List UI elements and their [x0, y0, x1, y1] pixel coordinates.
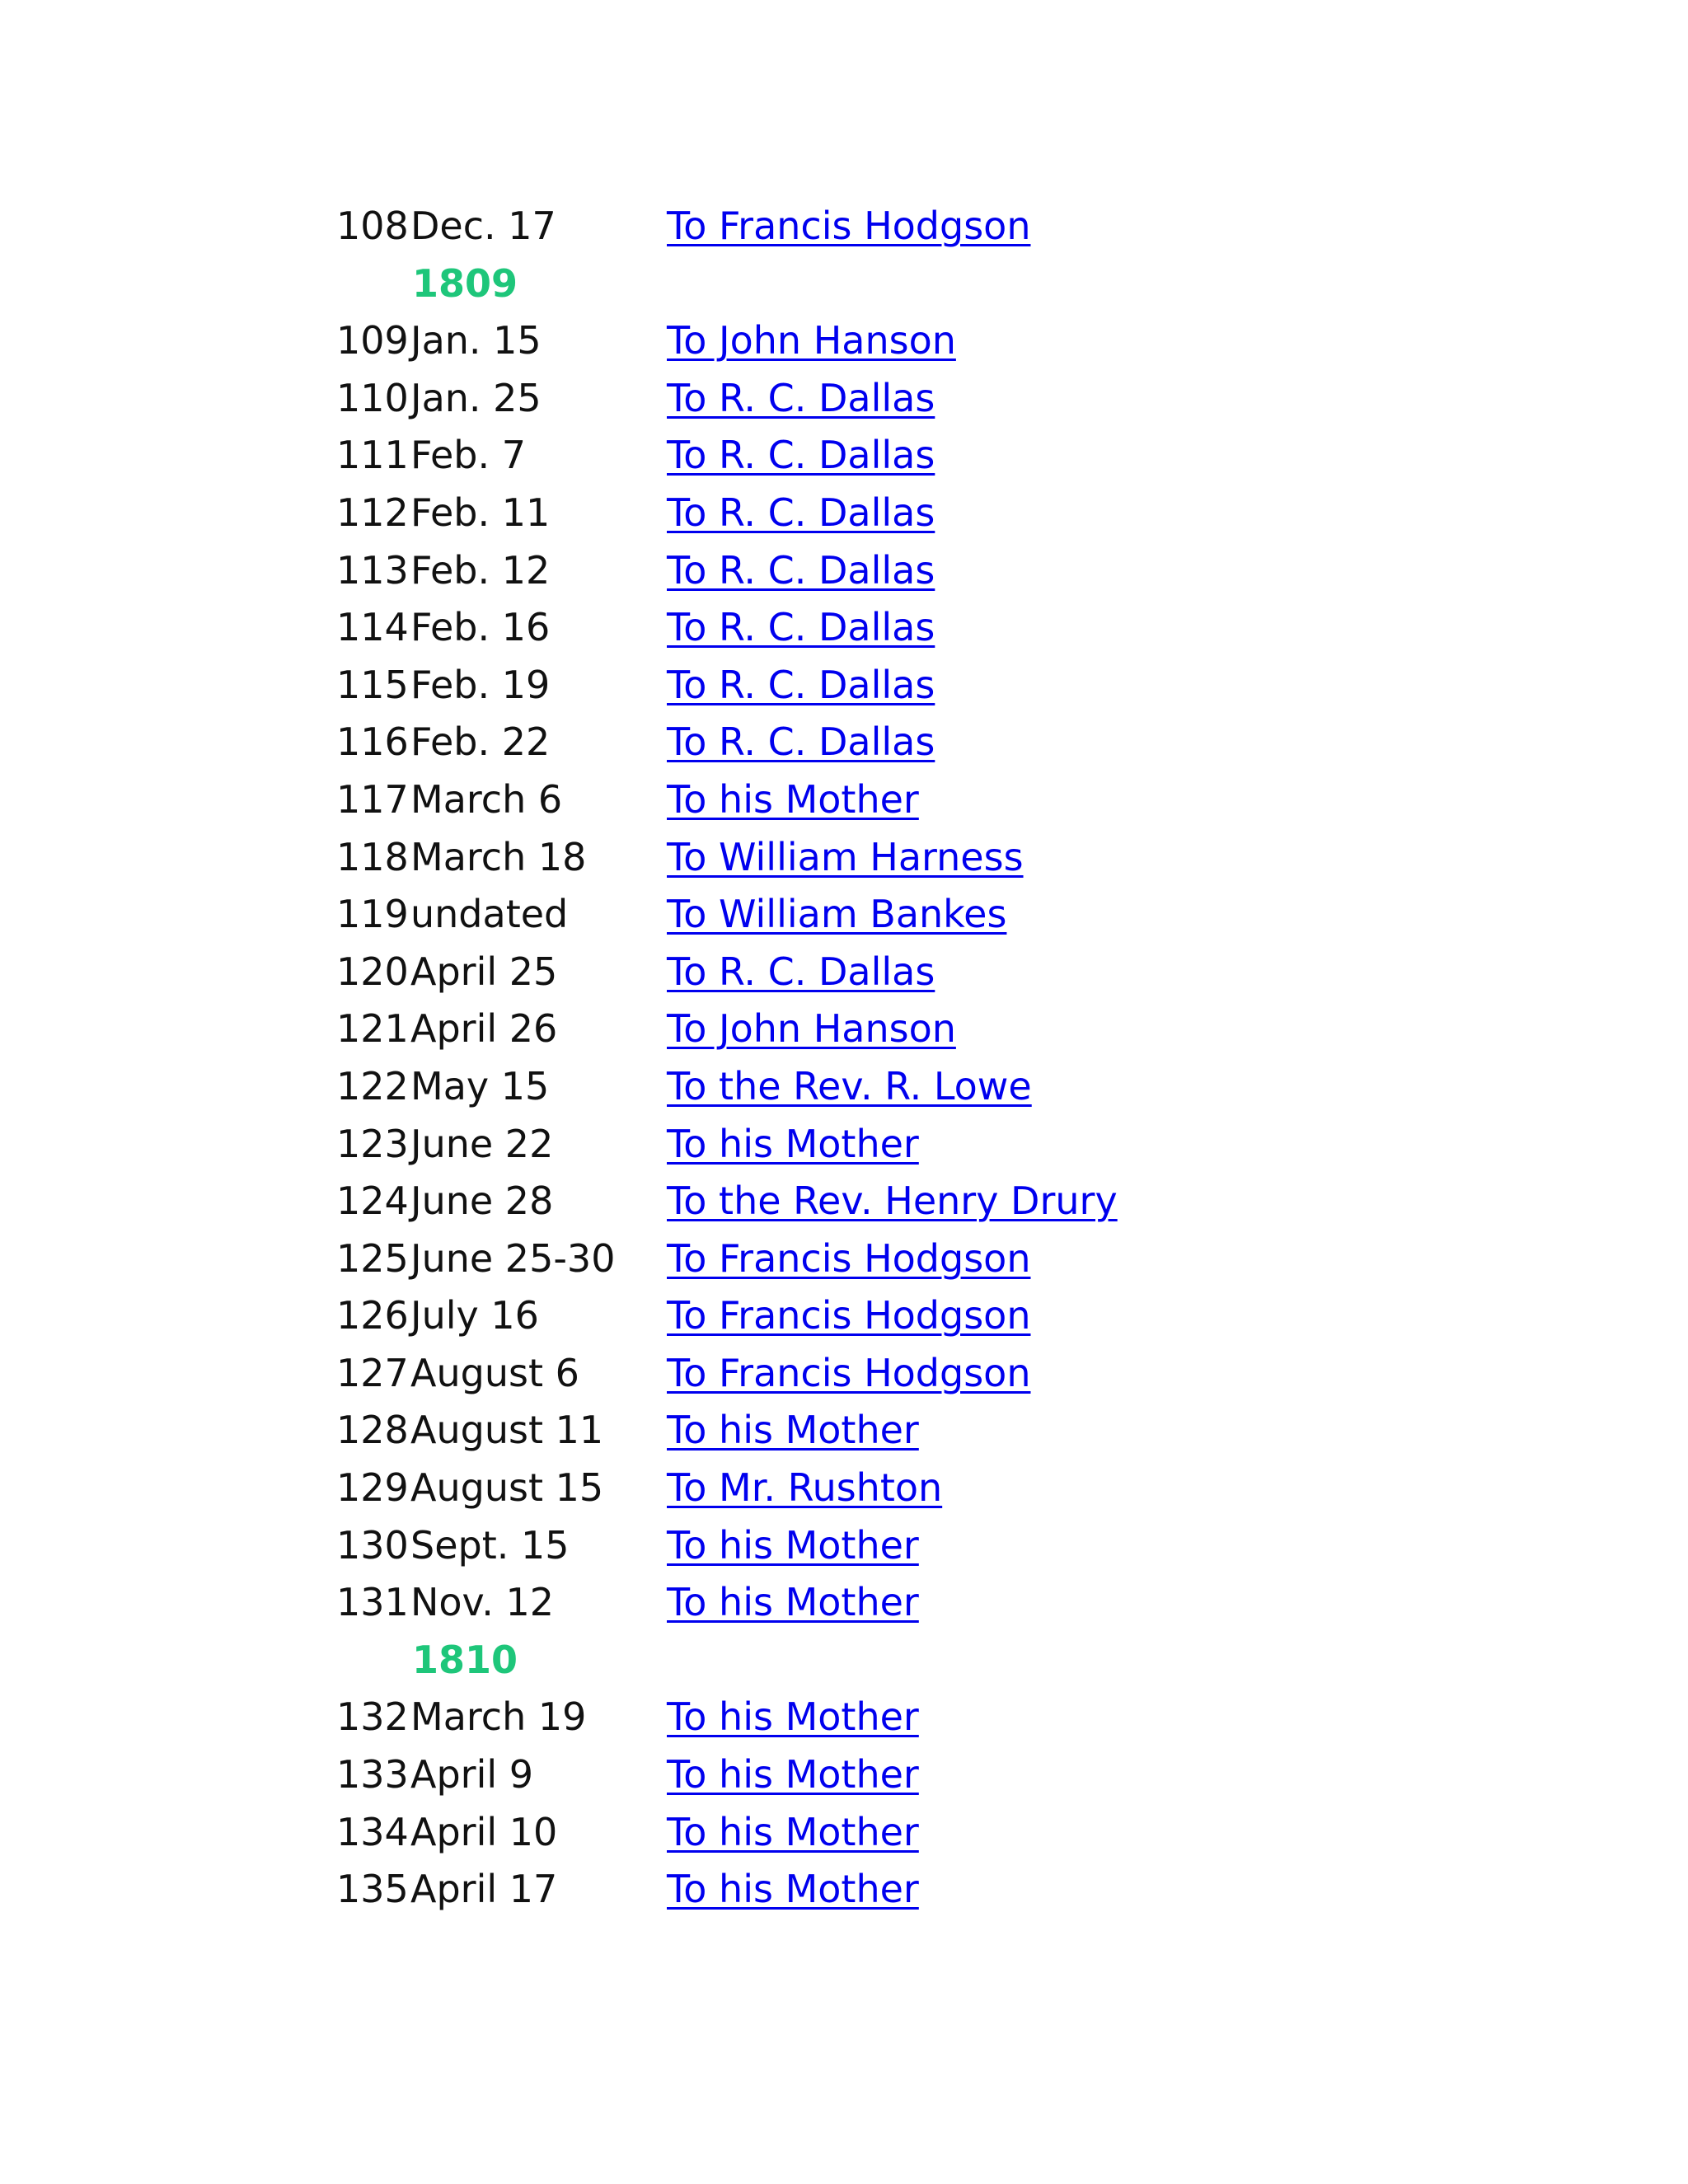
letter-date: Nov. 12	[410, 1580, 554, 1625]
letter-row	[0, 1001, 1688, 1058]
letter-date: April 26	[410, 1006, 558, 1052]
letter-number: 131	[336, 1580, 409, 1625]
letter-row	[0, 1746, 1688, 1804]
letter-recipient-link[interactable]: To R. C. Dallas	[667, 719, 935, 765]
letter-row	[0, 1402, 1688, 1460]
letter-recipient-link[interactable]: To his Mother	[667, 1809, 919, 1854]
letter-number: 120	[336, 949, 409, 994]
letter-recipient-link[interactable]: To his Mother	[667, 1408, 919, 1453]
letter-recipient-link[interactable]: To the Rev. R. Lowe	[667, 1063, 1032, 1108]
letter-number: 117	[336, 776, 409, 822]
letter-row	[0, 886, 1688, 944]
letter-date: Feb. 19	[410, 662, 551, 707]
letter-recipient-link[interactable]: To Francis Hodgson	[667, 1235, 1031, 1281]
letter-number: 113	[336, 547, 409, 593]
year-heading: 1810	[412, 1637, 518, 1682]
letter-number: 110	[336, 375, 409, 420]
letter-date: Feb. 7	[410, 433, 526, 478]
letter-date: March 6	[410, 776, 563, 822]
letter-date: April 17	[410, 1867, 558, 1912]
letter-date: June 22	[410, 1121, 554, 1166]
letter-number: 109	[336, 318, 409, 363]
letter-recipient-link[interactable]: To Francis Hodgson	[667, 1293, 1031, 1338]
letter-recipient-link[interactable]: To R. C. Dallas	[667, 375, 935, 420]
letter-row	[0, 771, 1688, 829]
letter-date: Feb. 22	[410, 719, 551, 765]
letter-date: August 15	[410, 1465, 604, 1511]
letters-list	[0, 198, 1688, 1919]
letter-number: 130	[336, 1522, 409, 1568]
letter-recipient-link[interactable]: To Mr. Rushton	[667, 1465, 943, 1511]
letter-date: March 19	[410, 1694, 587, 1740]
letter-number: 114	[336, 605, 409, 650]
letter-date: Jan. 25	[410, 375, 542, 420]
letter-row	[0, 829, 1688, 887]
letter-row	[0, 427, 1688, 485]
letter-number: 111	[336, 433, 409, 478]
letter-recipient-link[interactable]: To his Mother	[667, 1121, 919, 1166]
letter-row	[0, 657, 1688, 715]
letter-recipient-link[interactable]: To R. C. Dallas	[667, 605, 935, 650]
letter-row	[0, 1460, 1688, 1517]
letter-recipient-link[interactable]: To John Hanson	[667, 1006, 956, 1052]
letter-number: 108	[336, 204, 409, 248]
letter-row	[0, 1861, 1688, 1919]
letter-date: Feb. 11	[410, 490, 551, 535]
letter-number: 119	[336, 892, 409, 937]
letter-date: April 10	[410, 1809, 558, 1854]
letter-number: 112	[336, 490, 409, 535]
year-heading-row	[0, 1632, 1688, 1690]
letter-recipient-link[interactable]: To R. C. Dallas	[667, 547, 935, 593]
letter-recipient-link[interactable]: To his Mother	[667, 776, 919, 822]
letter-row	[0, 542, 1688, 600]
letter-row	[0, 1345, 1688, 1403]
letter-row	[0, 599, 1688, 657]
letter-date: August 6	[410, 1350, 579, 1395]
letter-recipient-link[interactable]: To his Mother	[667, 1522, 919, 1568]
letter-recipient-link[interactable]: To his Mother	[667, 1752, 919, 1797]
letter-number: 129	[336, 1465, 409, 1511]
letter-date: June 25-30	[410, 1235, 616, 1281]
letter-number: 115	[336, 662, 409, 707]
letter-number: 133	[336, 1752, 409, 1797]
letter-recipient-link[interactable]: To R. C. Dallas	[667, 490, 935, 535]
letter-row	[0, 370, 1688, 428]
letter-recipient-link[interactable]: To R. C. Dallas	[667, 433, 935, 478]
letter-date: Dec. 17	[410, 204, 556, 248]
letter-number: 124	[336, 1179, 409, 1224]
letter-recipient-link[interactable]: To William Harness	[667, 834, 1024, 879]
letter-row	[0, 1574, 1688, 1632]
letter-recipient-link[interactable]: To his Mother	[667, 1867, 919, 1912]
letter-row	[0, 1517, 1688, 1575]
letter-number: 123	[336, 1121, 409, 1166]
letter-date: July 16	[410, 1293, 539, 1338]
letter-row	[0, 1173, 1688, 1230]
letter-recipient-link[interactable]: To R. C. Dallas	[667, 949, 935, 994]
letter-number: 127	[336, 1350, 409, 1395]
letter-number: 135	[336, 1867, 409, 1912]
year-heading: 1809	[412, 260, 518, 306]
letter-row	[0, 1804, 1688, 1862]
letter-date: April 25	[410, 949, 558, 994]
letter-recipient-link[interactable]: To Francis Hodgson	[667, 204, 1031, 248]
letter-row	[0, 1287, 1688, 1345]
letter-date: May 15	[410, 1063, 550, 1108]
letter-date: Jan. 15	[410, 318, 542, 363]
letter-date: Feb. 12	[410, 547, 551, 593]
letter-date: Feb. 16	[410, 605, 551, 650]
letter-recipient-link[interactable]: To R. C. Dallas	[667, 662, 935, 707]
letter-row	[0, 485, 1688, 542]
letter-date: April 9	[410, 1752, 534, 1797]
letter-date: undated	[410, 892, 569, 937]
letter-number: 126	[336, 1293, 409, 1338]
letter-row	[0, 1230, 1688, 1288]
letter-row	[0, 312, 1688, 370]
letter-row	[0, 198, 1688, 255]
letter-number: 125	[336, 1235, 409, 1281]
letter-recipient-link[interactable]: To William Bankes	[667, 892, 1007, 937]
letter-date: June 28	[410, 1179, 554, 1224]
letter-recipient-link[interactable]: To Francis Hodgson	[667, 1350, 1031, 1395]
letter-number: 116	[336, 719, 409, 765]
letter-number: 121	[336, 1006, 409, 1052]
letter-row	[0, 1058, 1688, 1116]
letter-recipient-link[interactable]: To John Hanson	[667, 318, 956, 363]
letter-row	[0, 1689, 1688, 1746]
letter-recipient-link[interactable]: To his Mother	[667, 1694, 919, 1740]
letter-number: 118	[336, 834, 409, 879]
letter-row	[0, 944, 1688, 1001]
letter-date: August 11	[410, 1408, 604, 1453]
letter-number: 122	[336, 1063, 409, 1108]
letter-row	[0, 714, 1688, 771]
letter-number: 134	[336, 1809, 409, 1854]
letter-date: March 18	[410, 834, 587, 879]
letter-date: Sept. 15	[410, 1522, 570, 1568]
letter-row	[0, 1116, 1688, 1174]
letter-recipient-link[interactable]: To the Rev. Henry Drury	[667, 1179, 1118, 1224]
letter-number: 128	[336, 1408, 409, 1453]
year-heading-row	[0, 255, 1688, 313]
letter-number: 132	[336, 1694, 409, 1740]
letter-recipient-link[interactable]: To his Mother	[667, 1580, 919, 1625]
